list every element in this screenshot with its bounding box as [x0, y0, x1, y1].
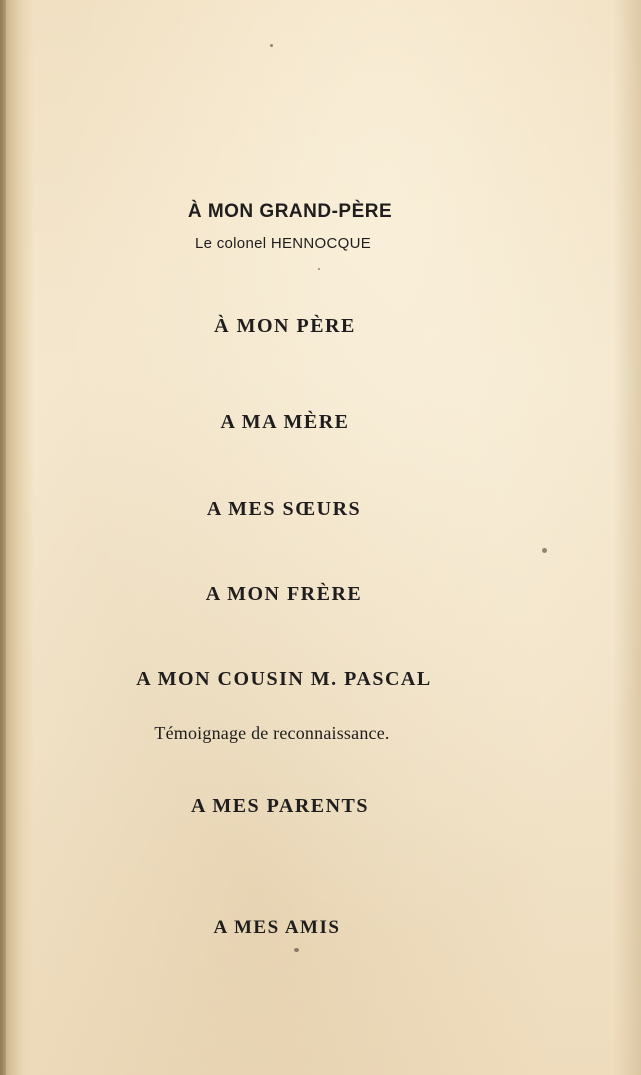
dedication-cousin-note: Témoignage de reconnaissance. [154, 723, 390, 743]
paper-speck [294, 948, 299, 952]
page-spine-edge [0, 0, 6, 1075]
dedication-father: À MON PÈRE [214, 315, 356, 337]
dedication-grandfather: À MON GRAND-PÈRE [187, 201, 393, 222]
dedication-parents: A MES PARENTS [190, 795, 370, 817]
paper-speck [542, 548, 547, 553]
dedication-sisters: A MES SŒURS [206, 498, 362, 520]
dedication-mother: A MA MÈRE [220, 411, 350, 433]
page-right-shade [613, 0, 641, 1075]
dedication-grandfather-name: Le colonel HENNOCQUE [194, 235, 372, 252]
paper-speck [270, 44, 273, 47]
dedication-cousin: A MON COUSIN M. PASCAL [136, 668, 432, 690]
dedication-friends: A MES AMIS [213, 917, 341, 938]
paper-speck [318, 268, 320, 270]
dedication-brother: A MON FRÈRE [205, 583, 363, 605]
